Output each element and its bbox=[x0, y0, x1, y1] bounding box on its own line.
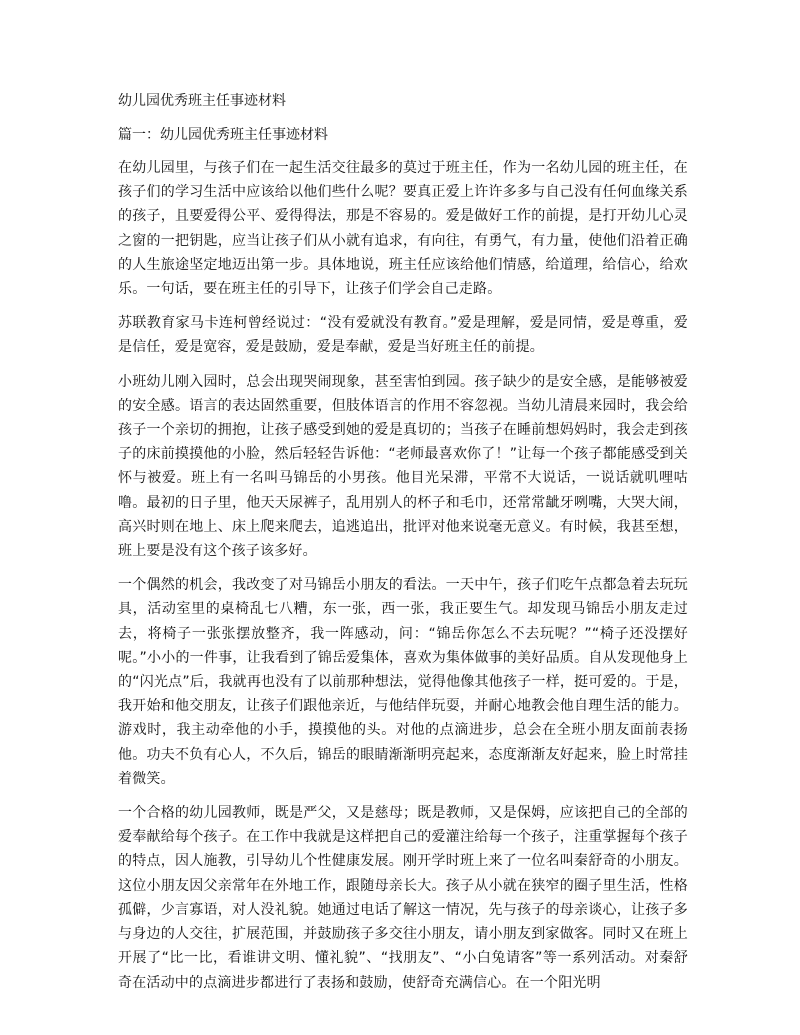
section-heading: 篇一：幼儿园优秀班主任事迹材料 bbox=[118, 127, 328, 143]
paragraph-qualified-teacher: 一个合格的幼儿园教师，既是严父，又是慈母；既是教师，又是保姆，应该把自己的全部的爱奉献给每个孩子。在工作中我就是这样把自己的爱灌注给每一个孩子，注重掌握每个孩子的特点，因人施教，引导幼儿个性健康发展。刚开学时班上来了一位名叫秦舒奇的小朋友。这位小朋友因父亲常年在外地工作，跟随母亲长大。孩子从小就在狭窄的圈子里生活，性格孤僻，少言寡语，对人没礼貌。她通过电话了解这一情况，先与孩子的母亲谈心，让孩子多与身边的人交往，扩展范围，并鼓励孩子多交往小朋友，请小朋友到家做客。同时又在班上开展了“比一比，看谁讲文明、懂礼貌”、“找朋友”、“小白兔请客”等一系列活动。对秦舒奇在活动中的点滴进步都进行了表扬和鼓励，使舒奇充满信心。在一个阳光明 bbox=[118, 805, 688, 991]
document-title: 幼儿园优秀班主任事迹材料 bbox=[118, 93, 286, 109]
paragraph-chance: 一个偶然的机会，我改变了对马锦岳小朋友的看法。一天中午，孩子们吃午点都急着去玩玩具，活动室里的桌椅乱七八糟，东一张，西一张，我正要生气。却发现马锦岳小朋友走过去，将椅子一张张摆放整齐，我一阵感动，问：“锦岳你怎么不去玩呢？”“椅子还没摆好呢。”小小的一件事，让我看到了锦岳爱集体，喜欢为集体做事的美好品质。自从发现他身上的“闪光点”后，我就再也没有了以前那种想法，觉得他像其他孩子一样，挺可爱的。于是，我开始和他交朋友，让孩子们跟他亲近，与他结伴玩耍，并耐心地教会他自理生活的能力。游戏时，我主动牵他的小手，摸摸他的头。对他的点滴进步，总会在全班小朋友面前表扬他。功夫不负有心人，不久后，锦岳的眼睛渐渐明亮起来，态度渐渐友好起来，脸上时常挂着微笑。 bbox=[118, 577, 688, 787]
paragraph-quote: 苏联教育家马卡连柯曾经说过：“没有爱就没有教育。”爱是理解，爱是同情，爱是尊重，爱是信任，爱是宽容，爱是鼓励，爱是奉献，爱是当好班主任的前提。 bbox=[118, 315, 688, 356]
paragraph-intro: 在幼儿园里，与孩子们在一起生活交往最多的莫过于班主任，作为一名幼儿园的班主任，在孩子们的学习生活中应该给以他们些什么呢？要真正爱上许许多多与自己没有任何血缘关系的孩子，且要爱得公平、爱得得法，那是不容易的。爱是做好工作的前提，是打开幼儿心灵之窗的一把钥匙，应当让孩子们从小就有追求，有向往，有勇气，有力量，使他们沿着正确的人生旅途坚定地迈出第一步。具体地说，班主任应该给他们情感，给道理，给信心，给欢乐。一句话，要在班主任的引导下，让孩子们学会自己走路。 bbox=[118, 160, 688, 298]
document-page bbox=[118, 90, 688, 1005]
paragraph-small-class: 小班幼儿刚入园时，总会出现哭闹现象，甚至害怕到园。孩子缺少的是安全感，是能够被爱的安全感。语言的表达固然重要，但肢体语言的作用不容忽视。当幼儿清晨来园时，我会给孩子一个亲切的拥抱，让孩子感受到她的爱是真切的；当孩子在睡前想妈妈时，我会走到孩子的床前摸摸他的小脸，然后轻轻告诉他：“老师最喜欢你了！”让每一个孩子都能感受到关怀与被爱。班上有一名叫马锦岳的小男孩。他目光呆滞，平常不大说话，一说话就叽哩咕噜。最初的日子里，他天天尿裤子，乱用别人的杯子和毛巾，还常常龇牙咧嘴，大哭大闹，高兴时则在地上、床上爬来爬去，追逃追出，批评对他来说毫无意义。有时候，我甚至想，班上要是没有这个孩子该多好。 bbox=[118, 373, 688, 560]
